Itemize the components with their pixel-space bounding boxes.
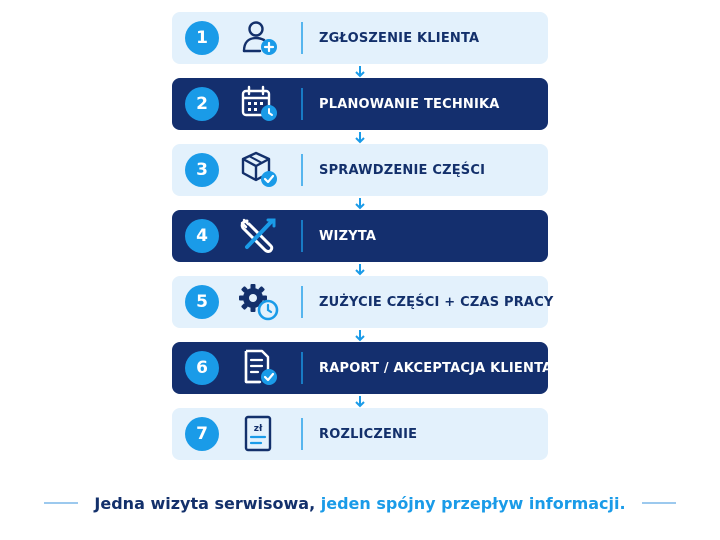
divider [301,352,303,384]
calendar-clock-icon [238,84,280,124]
step-4 [172,210,548,262]
divider [301,154,303,186]
step-label: ROZLICZENIE [319,426,418,442]
flow-arrow [172,262,548,276]
step-number: 7 [185,417,219,451]
gear-clock-icon [238,282,280,322]
step-number: 1 [185,21,219,55]
step-6 [172,342,553,394]
step-label: ZGŁOSZENIE KLIENTA [319,30,480,46]
step-label: ZUŻYCIE CZĘŚCI + CZAS PRACY [319,294,554,310]
package-check-icon [238,150,280,190]
divider [301,220,303,252]
step-number: 3 [185,153,219,187]
step-label: RAPORT / AKCEPTACJA KLIENTA [319,360,553,376]
report-check-icon [238,348,280,388]
step-label: WIZYTA [319,228,377,244]
divider [301,418,303,450]
divider [301,286,303,318]
step-5 [172,276,554,328]
step-number: 2 [185,87,219,121]
flow-arrow [172,328,548,342]
tagline-part1: Jedna wizyta serwisowa, [94,493,321,513]
tools-icon [238,216,280,256]
divider [301,88,303,120]
tagline [0,490,720,516]
step-3 [172,144,548,196]
step-2 [172,78,548,130]
tagline-left-line [44,502,78,504]
invoice-icon [238,414,280,454]
tagline-right-line [642,502,676,504]
divider [301,22,303,54]
step-number: 6 [185,351,219,385]
flow-arrow [172,196,548,210]
invoice-currency: zł [253,424,263,434]
flow-arrow [172,64,548,78]
flow-arrow [172,394,548,408]
user-add-icon [238,18,280,58]
tagline-part2: jeden spójny przepływ informacji. [320,493,626,513]
step-number: 5 [185,285,219,319]
flow-arrow [172,130,548,144]
step-1 [172,12,548,64]
step-7 [172,408,548,460]
step-label: PLANOWANIE TECHNIKA [319,96,500,112]
step-number: 4 [185,219,219,253]
step-label: SPRAWDZENIE CZĘŚCI [319,162,486,178]
process-flow [172,12,554,460]
